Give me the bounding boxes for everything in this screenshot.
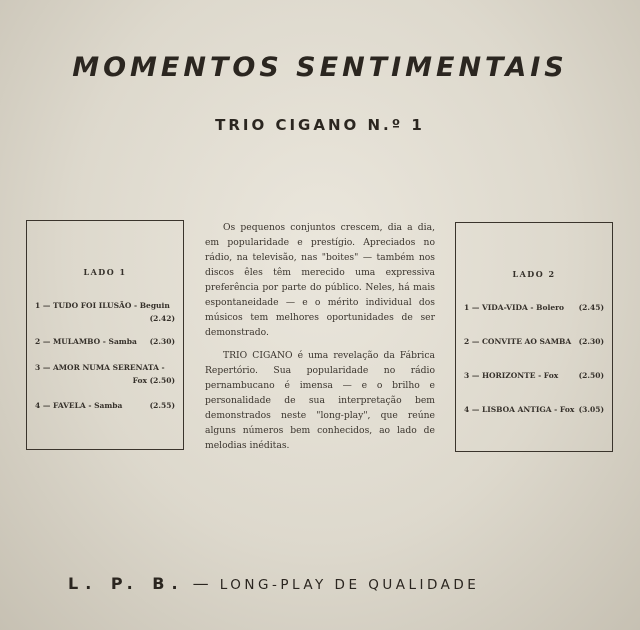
liner-notes	[205, 220, 435, 461]
side-1-tracklist	[26, 220, 184, 450]
label-name: L. P. B.	[68, 574, 185, 593]
album-title: MOMENTOS SENTIMENTAIS	[72, 52, 568, 83]
track-duration: (2.42)	[149, 314, 175, 323]
side-2-title: LADO 2	[512, 269, 556, 279]
track-duration: (2.30)	[149, 337, 175, 346]
track-duration: (2.45)	[578, 303, 604, 312]
label-footer	[68, 574, 479, 593]
track-title: 2 — MULAMBO - Samba	[35, 337, 137, 346]
label-slogan: LONG-PLAY DE QUALIDADE	[219, 577, 480, 593]
track-item	[464, 403, 604, 416]
track-item	[464, 301, 604, 314]
footer-dash: —	[192, 574, 212, 593]
track-duration: (3.05)	[578, 405, 604, 414]
track-item	[35, 299, 175, 325]
track-title: 3 — HORIZONTE - Fox	[464, 371, 559, 380]
track-title: 3 — AMOR NUMA SERENATA -	[35, 363, 165, 372]
side-1-title: LADO 1	[83, 267, 127, 277]
track-title: 1 — VIDA-VIDA - Bolero	[464, 303, 565, 312]
track-item	[35, 335, 175, 348]
liner-paragraph: TRIO CIGANO é uma revelação da Fábrica Repertório. Sua popularidade no rádio pernambucano é imensa — e o brilho e personalidade de sua interpretação bem demonstrados neste "long-play", que reúne alguns números bem conhecidos, ao lado de melodias inéditas.	[205, 350, 435, 451]
track-item	[464, 369, 604, 382]
track-item	[464, 335, 604, 348]
track-duration: (2.50)	[578, 371, 604, 380]
track-item	[35, 399, 175, 412]
track-duration: (2.30)	[578, 337, 604, 346]
liner-paragraph: Os pequenos conjuntos crescem, dia a dia, em popularidade e prestígio. Apreciados no rádio, na televisão, nas "boites" — também nos discos êles têm merecido uma expressiva preferência por parte do público. Neles, há mais espontaneidade — e o mérito individual dos músicos tem melhores oportunidades de ser demonstrado.	[205, 222, 435, 338]
track-title: 2 — CONVITE AO SAMBA	[464, 337, 572, 346]
track-title: 4 — LISBOA ANTIGA - Fox	[464, 405, 575, 414]
track-duration: Fox (2.50)	[132, 376, 175, 385]
side-2-tracklist	[455, 222, 613, 452]
track-duration: (2.55)	[149, 401, 175, 410]
track-item	[35, 361, 175, 387]
track-title: 1 — TUDO FOI ILUSÃO - Beguin	[35, 301, 170, 310]
track-title: 4 — FAVELA - Samba	[35, 401, 123, 410]
artist-subtitle: TRIO CIGANO N.º 1	[215, 116, 425, 134]
